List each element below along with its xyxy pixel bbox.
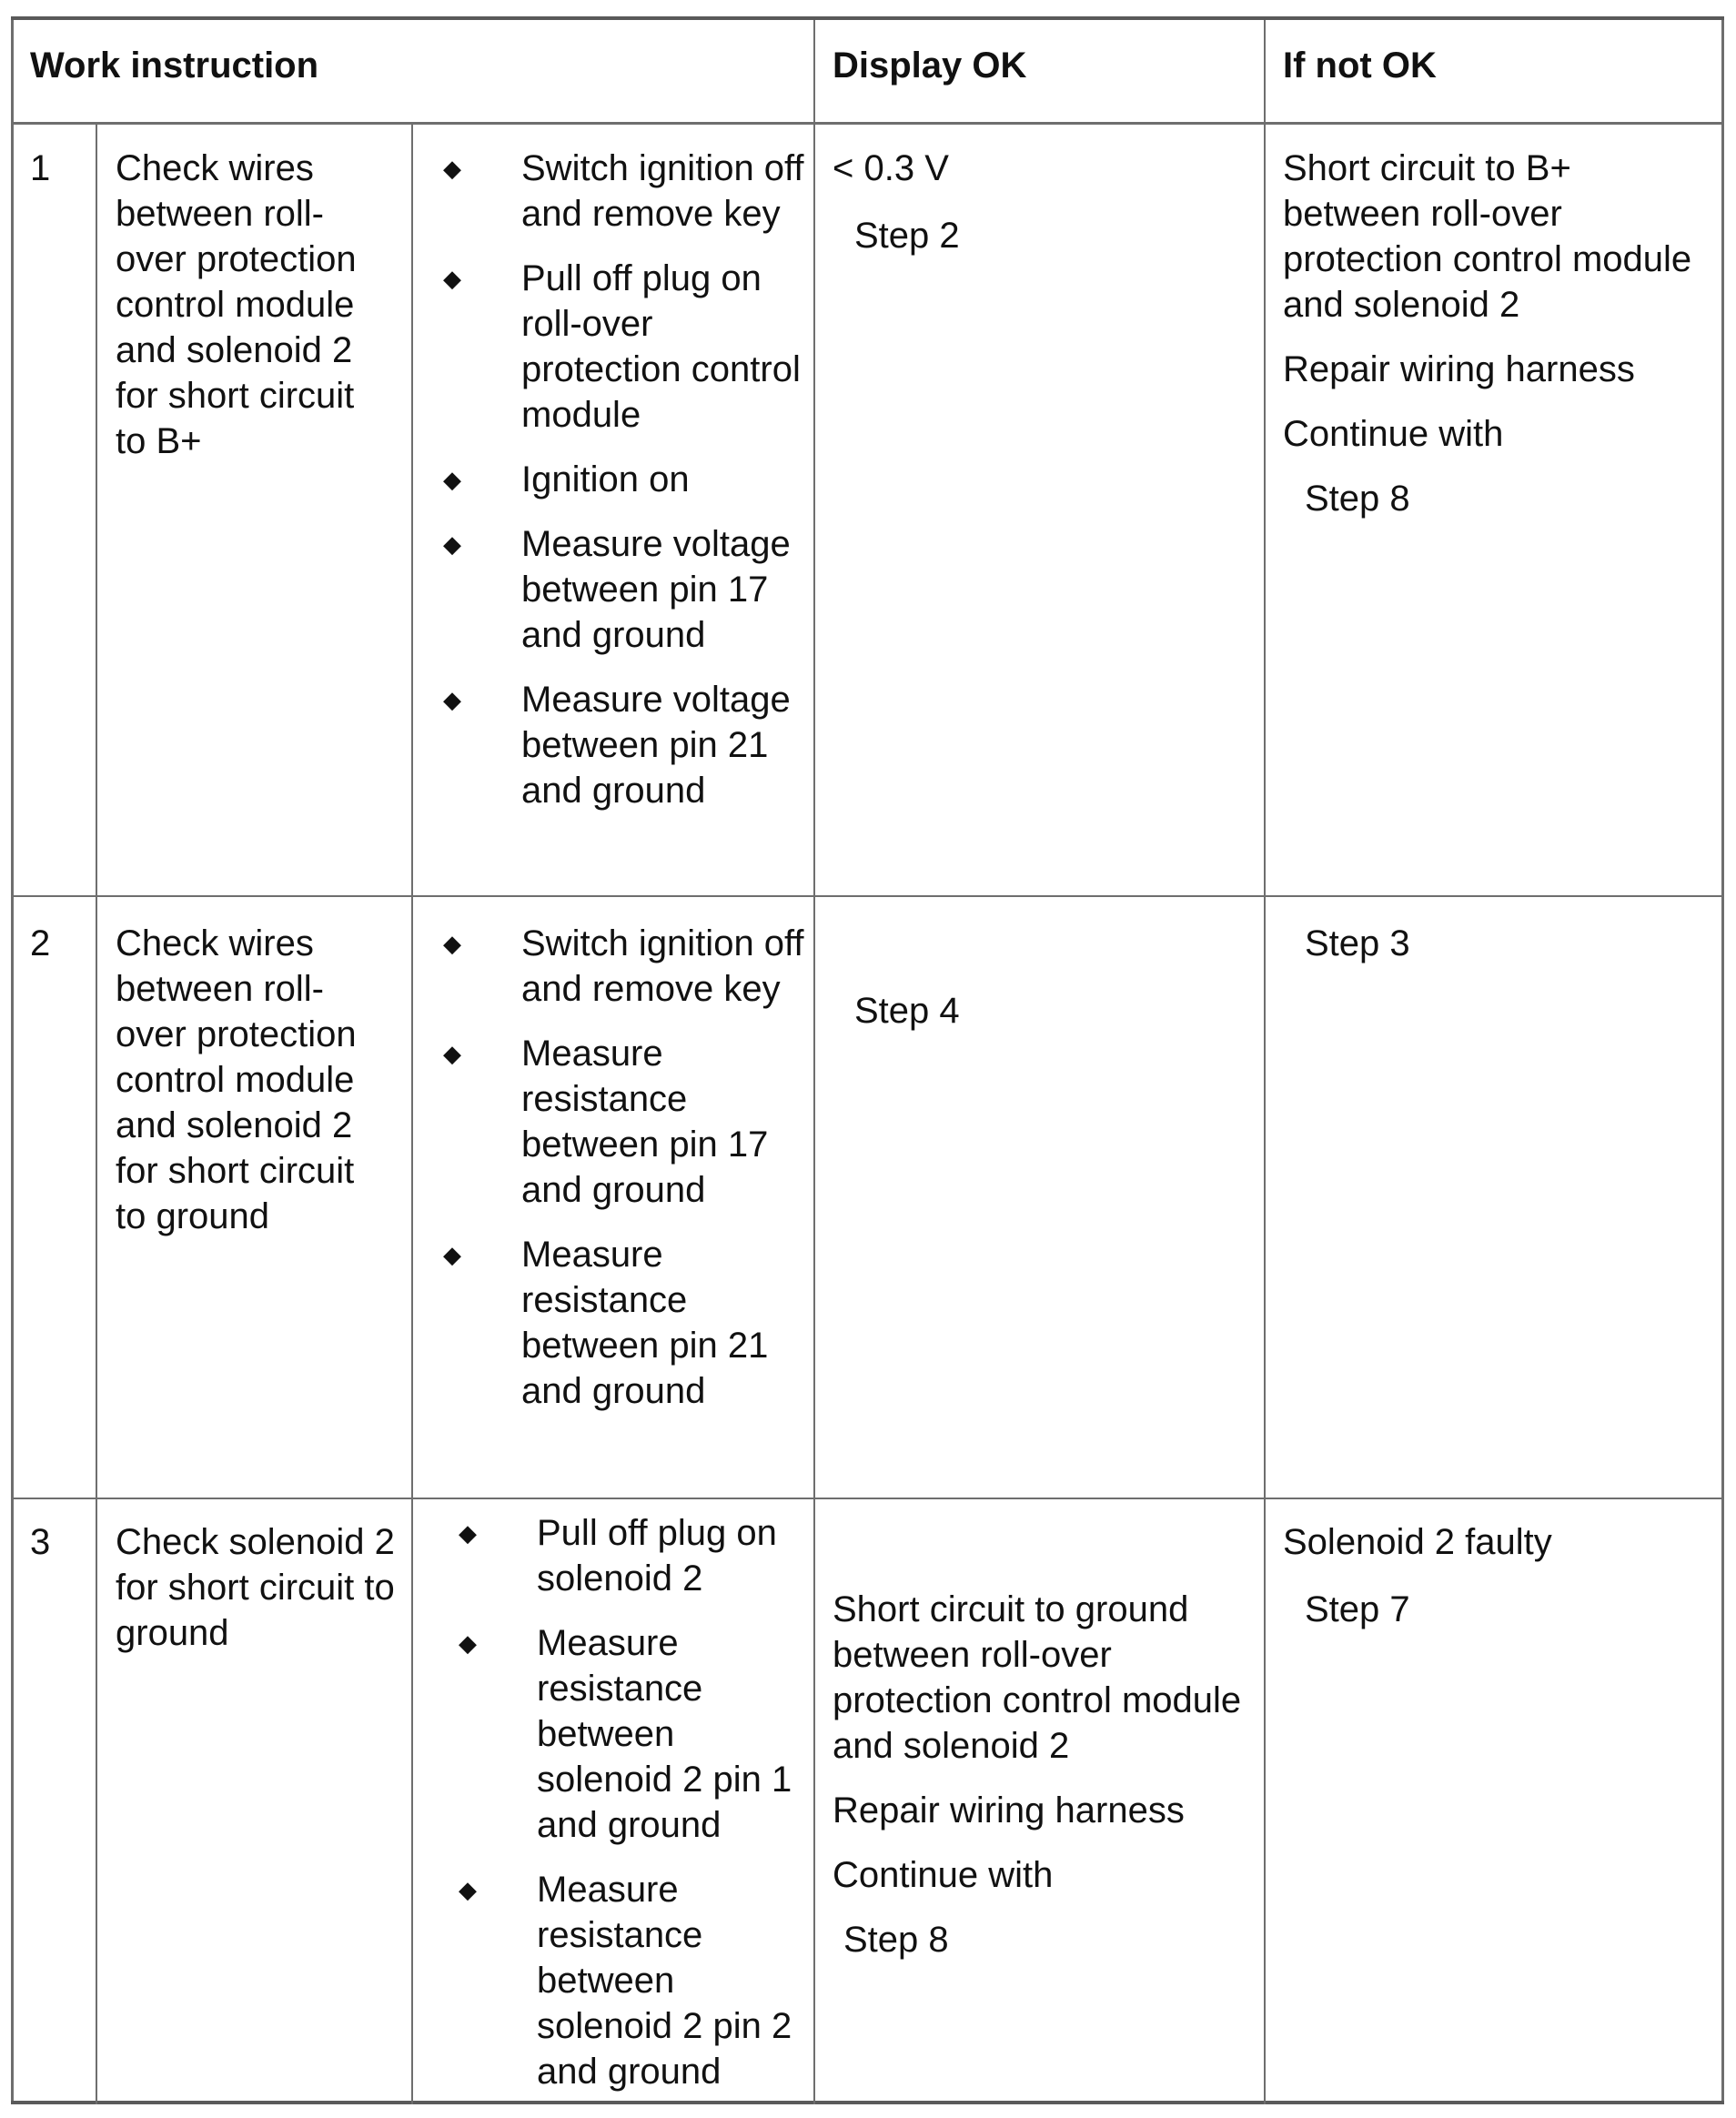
column-divider-display [813, 20, 815, 2104]
list-item [448, 1620, 812, 1848]
if-not-ok-diagnosis: Short circuit to B+ between roll-over protection control module and solenoid 2 [1283, 148, 1692, 325]
display-ok-value: < 0.3 V [833, 148, 949, 188]
if-not-ok-action: Repair wiring harness [1283, 349, 1635, 389]
if-not-ok-next-step: Step 7 [1305, 1589, 1410, 1629]
row-2-check: Check wires between roll-over protection control module and solenoid 2 for short circuit to ground [116, 923, 357, 1236]
list-item [448, 1867, 812, 2094]
list-item [432, 1232, 810, 1414]
header-work-instruction: Work instruction [30, 45, 319, 86]
row-3-if-not-ok [1283, 1519, 1715, 1651]
diamond-bullet-icon: ◆ [459, 1629, 477, 1657]
row-1-check: Check wires between roll-over protection control module and solenoid 2 for short circuit to B+ [116, 148, 357, 461]
row-3-display-ok [833, 1587, 1260, 1982]
diamond-bullet-icon: ◆ [443, 155, 461, 182]
list-item [448, 1510, 812, 1601]
display-ok-action: Repair wiring harness [833, 1790, 1185, 1831]
step-text: Switch ignition off and remove key [521, 923, 804, 1009]
step-text: Pull off plug on solenoid 2 [537, 1513, 777, 1599]
step-text: Measure resistance between solenoid 2 pin 2 and ground [537, 1870, 792, 2092]
diamond-bullet-icon: ◆ [443, 265, 461, 292]
row-1-steps [432, 146, 810, 832]
column-divider-ifnot [1264, 20, 1266, 2104]
list-item [432, 921, 810, 1012]
diamond-bullet-icon: ◆ [459, 1519, 477, 1547]
list-item [432, 1031, 810, 1213]
list-item [432, 146, 810, 237]
step-text: Measure resistance between solenoid 2 pin 1 and ground [537, 1623, 792, 1845]
display-ok-next-step: Step 2 [854, 216, 960, 256]
row-2-steps [432, 921, 810, 1433]
header-if-not-ok: If not OK [1283, 45, 1437, 86]
row-3-steps [448, 1510, 812, 2113]
list-item [432, 677, 810, 813]
display-ok-diagnosis: Short circuit to ground between roll-over protection control module and solenoid 2 [833, 1589, 1242, 1766]
step-text: Measure voltage between pin 21 and ground [521, 680, 791, 811]
if-not-ok-diagnosis: Solenoid 2 faulty [1283, 1522, 1552, 1562]
row-1-number: 1 [30, 148, 51, 188]
work-instruction-table [11, 16, 1724, 2104]
row-divider-1 [11, 895, 1724, 897]
diamond-bullet-icon: ◆ [443, 466, 461, 493]
row-divider-2 [11, 1498, 1724, 1499]
list-item [432, 457, 810, 502]
step-text: Measure voltage between pin 17 and ground [521, 524, 791, 655]
column-divider-number [96, 124, 97, 2104]
list-item [432, 521, 810, 658]
row-3-number: 3 [30, 1522, 51, 1562]
step-text: Switch ignition off and remove key [521, 148, 804, 234]
diamond-bullet-icon: ◆ [443, 1040, 461, 1067]
row-2-if-not-ok [1283, 921, 1715, 985]
row-3-check: Check solenoid 2 for short circuit to ground [116, 1522, 395, 1653]
step-text: Pull off plug on roll-over protection control module [521, 258, 801, 435]
diamond-bullet-icon: ◆ [443, 686, 461, 713]
diamond-bullet-icon: ◆ [443, 1241, 461, 1268]
header-divider [11, 122, 1724, 125]
step-text: Measure resistance between pin 21 and ground [521, 1235, 769, 1411]
display-ok-next-step: Step 4 [854, 991, 960, 1031]
table-border-right [1721, 20, 1724, 2101]
display-ok-continue: Continue with [833, 1855, 1054, 1895]
display-ok-next-step: Step 8 [843, 1920, 949, 1960]
table-border-left [11, 20, 14, 2101]
row-2-number: 2 [30, 923, 51, 963]
row-1-if-not-ok [1283, 146, 1715, 540]
list-item [432, 256, 810, 438]
if-not-ok-next-step: Step 8 [1305, 479, 1410, 519]
diamond-bullet-icon: ◆ [443, 530, 461, 558]
step-text: Ignition on [521, 459, 690, 499]
step-text: Measure resistance between pin 17 and ground [521, 1034, 769, 1210]
diamond-bullet-icon: ◆ [443, 930, 461, 957]
if-not-ok-continue: Continue with [1283, 414, 1504, 454]
row-2-display-ok [833, 988, 1251, 1053]
diamond-bullet-icon: ◆ [459, 1876, 477, 1903]
column-divider-check [411, 124, 413, 2104]
row-1-display-ok [833, 146, 1251, 277]
if-not-ok-next-step: Step 3 [1305, 923, 1410, 963]
header-display-ok: Display OK [833, 45, 1027, 86]
